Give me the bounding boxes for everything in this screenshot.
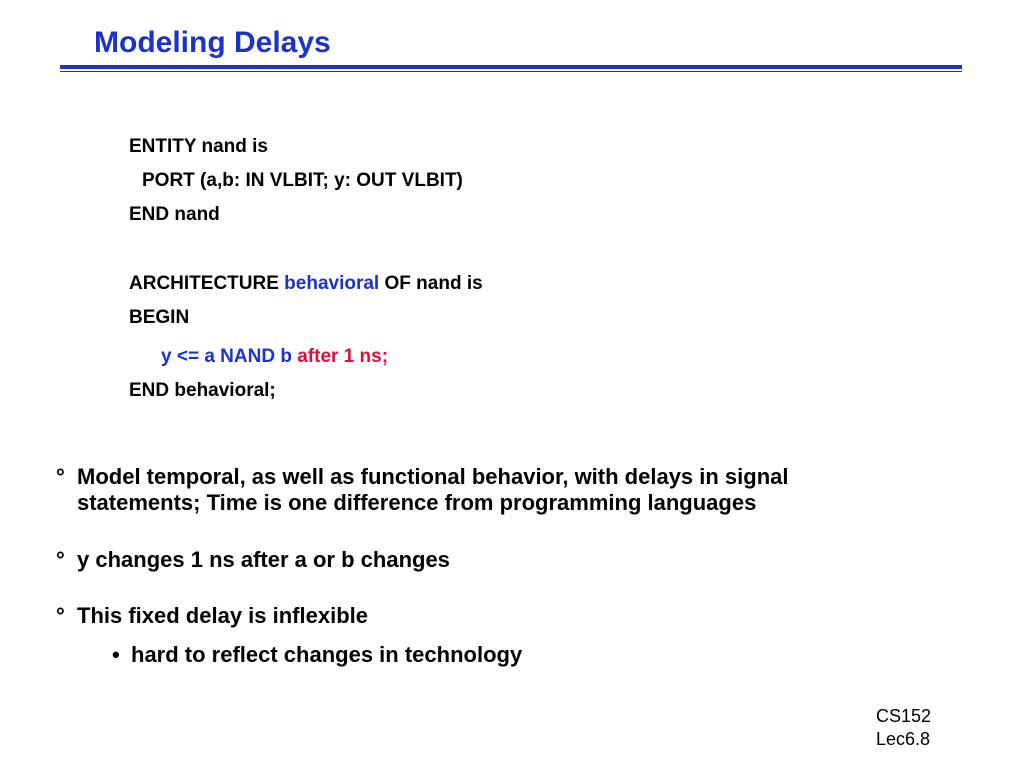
bullet-y-changes: y changes 1 ns after a or b changes [77,547,450,572]
assignment-expression: y <= a NAND b [161,346,298,367]
bullet-temporal-line1: Model temporal, as well as functional behavior, with delays in signal [77,464,789,489]
sub-bullet-marker: • [112,642,120,667]
bullet-marker: ° [56,603,65,628]
architecture-keyword: ARCHITECTURE [129,273,285,294]
code-line-assignment [161,346,388,368]
code-line-architecture [129,273,483,295]
slide-footer [876,705,931,751]
bullet-marker: ° [56,547,65,572]
bullet-temporal-line2: statements; Time is one difference from programming languages [77,490,757,515]
code-line-end-nand: END nand [129,204,220,225]
slide-title: Modeling Delays [94,26,331,59]
code-line-end-behavioral: END behavioral; [129,380,276,401]
behavioral-keyword: behavioral [284,273,380,294]
title-divider [60,65,962,69]
bullet-fixed-delay: This fixed delay is inflexible [77,603,368,628]
sub-bullet-technology: hard to reflect changes in technology [131,642,523,667]
architecture-tail: OF nand is [379,273,483,294]
footer-course: CS152 [876,706,932,726]
title-divider-thin [60,71,962,72]
footer-lecture: Lec6.8 [876,729,931,749]
delay-clause: after 1 ns; [297,346,389,367]
code-line-port: PORT (a,b: IN VLBIT; y: OUT VLBIT) [142,170,463,191]
bullet-marker: ° [56,464,65,489]
code-line-begin: BEGIN [129,307,190,328]
code-line-entity: ENTITY nand is [129,136,269,157]
